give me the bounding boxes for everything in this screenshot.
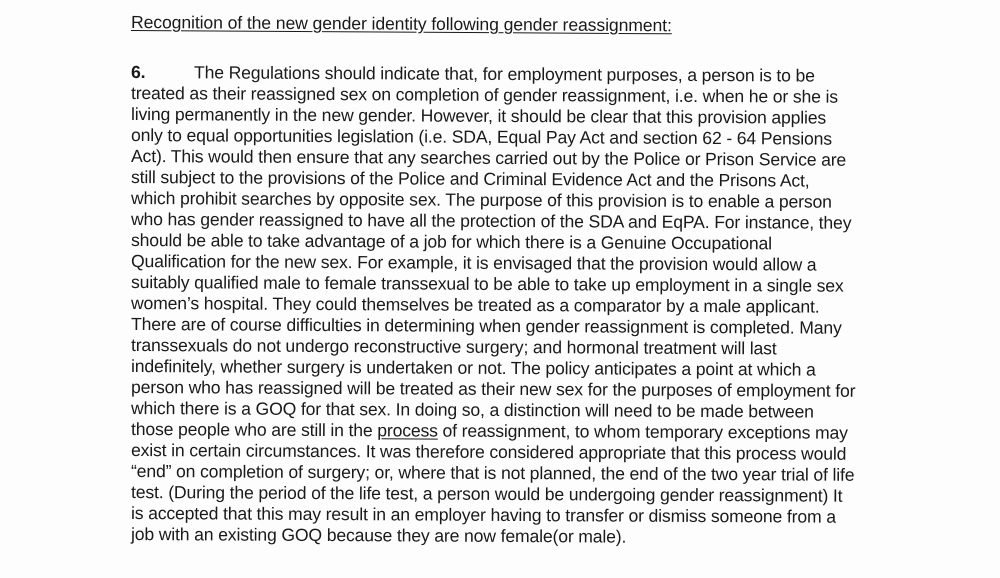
paragraph-line: which prohibit searches by opposite sex. The purpose of this provision is to enable a person [130, 188, 832, 212]
line-text: those people who are still in the [130, 419, 378, 441]
paragraph-line: only to equal opportunities legislation (i.e. SDA, Equal Pay Act and section 62 - 64 Pensions [130, 125, 833, 149]
section-heading: Recognition of the new gender identity following gender reassignment: [130, 12, 672, 36]
line-text: of reassignment, to whom temporary exceptions may [437, 420, 848, 443]
paragraph-line: living permanently in the new gender. However, it should be clear that this provision applies [130, 104, 827, 128]
paragraph-line: job with an existing GOQ because they are now female(or male). [130, 524, 627, 547]
paragraph-line: There are of course difficulties in determining when gender reassignment is completed. Many [130, 314, 842, 338]
paragraph-line: “end” on completion of surgery; or, where that is not planned, the end of the two year trial of life [130, 461, 855, 485]
paragraph-6 [131, 62, 931, 545]
paragraph-line: exist in certain circumstances. It was therefore considered appropriate that this process would [130, 440, 847, 464]
paragraph-line: Act). This would then ensure that any searches carried out by the Police or Prison Service are [130, 146, 847, 170]
emphasized-word-process: process [377, 420, 438, 441]
paragraph-number: 6. [130, 62, 146, 83]
paragraph-line: person who has reassigned will be treated as their new sex for the purposes of employment for [130, 377, 856, 401]
paragraph-line: test. (During the period of the life test, a person would be undergoing gender reassignment) It [130, 482, 843, 506]
paragraph-line: transsexuals do not undergo reconstructive surgery; and hormonal treatment will last [130, 335, 777, 359]
paragraph-line: suitably qualified male to female transsexual to be able to take up employment in a single sex [130, 272, 844, 296]
paragraph-line: indefinitely, whether surgery is undertaken or not. The policy anticipates a point at which a [130, 356, 816, 380]
paragraph-line: still subject to the provisions of the Police and Criminal Evidence Act and the Prisons Act, [130, 167, 810, 191]
line-text: The Regulations should indicate that, for employment purposes, a person is to be [193, 62, 815, 86]
paragraph-line: treated as their reassigned sex on completion of gender reassignment, i.e. when he or she is [130, 83, 839, 107]
paragraph-line: which there is a GOQ for that sex. In doing so, a distinction will need to be made between [130, 398, 814, 422]
paragraph-line: is accepted that this may result in an employer having to transfer or dismiss someone from a [130, 503, 836, 527]
paragraph-line: should be able to take advantage of a job for which there is a Genuine Occupational [130, 230, 772, 254]
paragraph-line: women’s hospital. They could themselves be treated as a comparator by a male applicant. [130, 293, 820, 317]
paragraph-line: who has gender reassigned to have all the protection of the SDA and EqPA. For instance, they [130, 209, 852, 233]
paragraph-line: Qualification for the new sex. For example, it is envisaged that the provision would allow a [130, 251, 817, 275]
